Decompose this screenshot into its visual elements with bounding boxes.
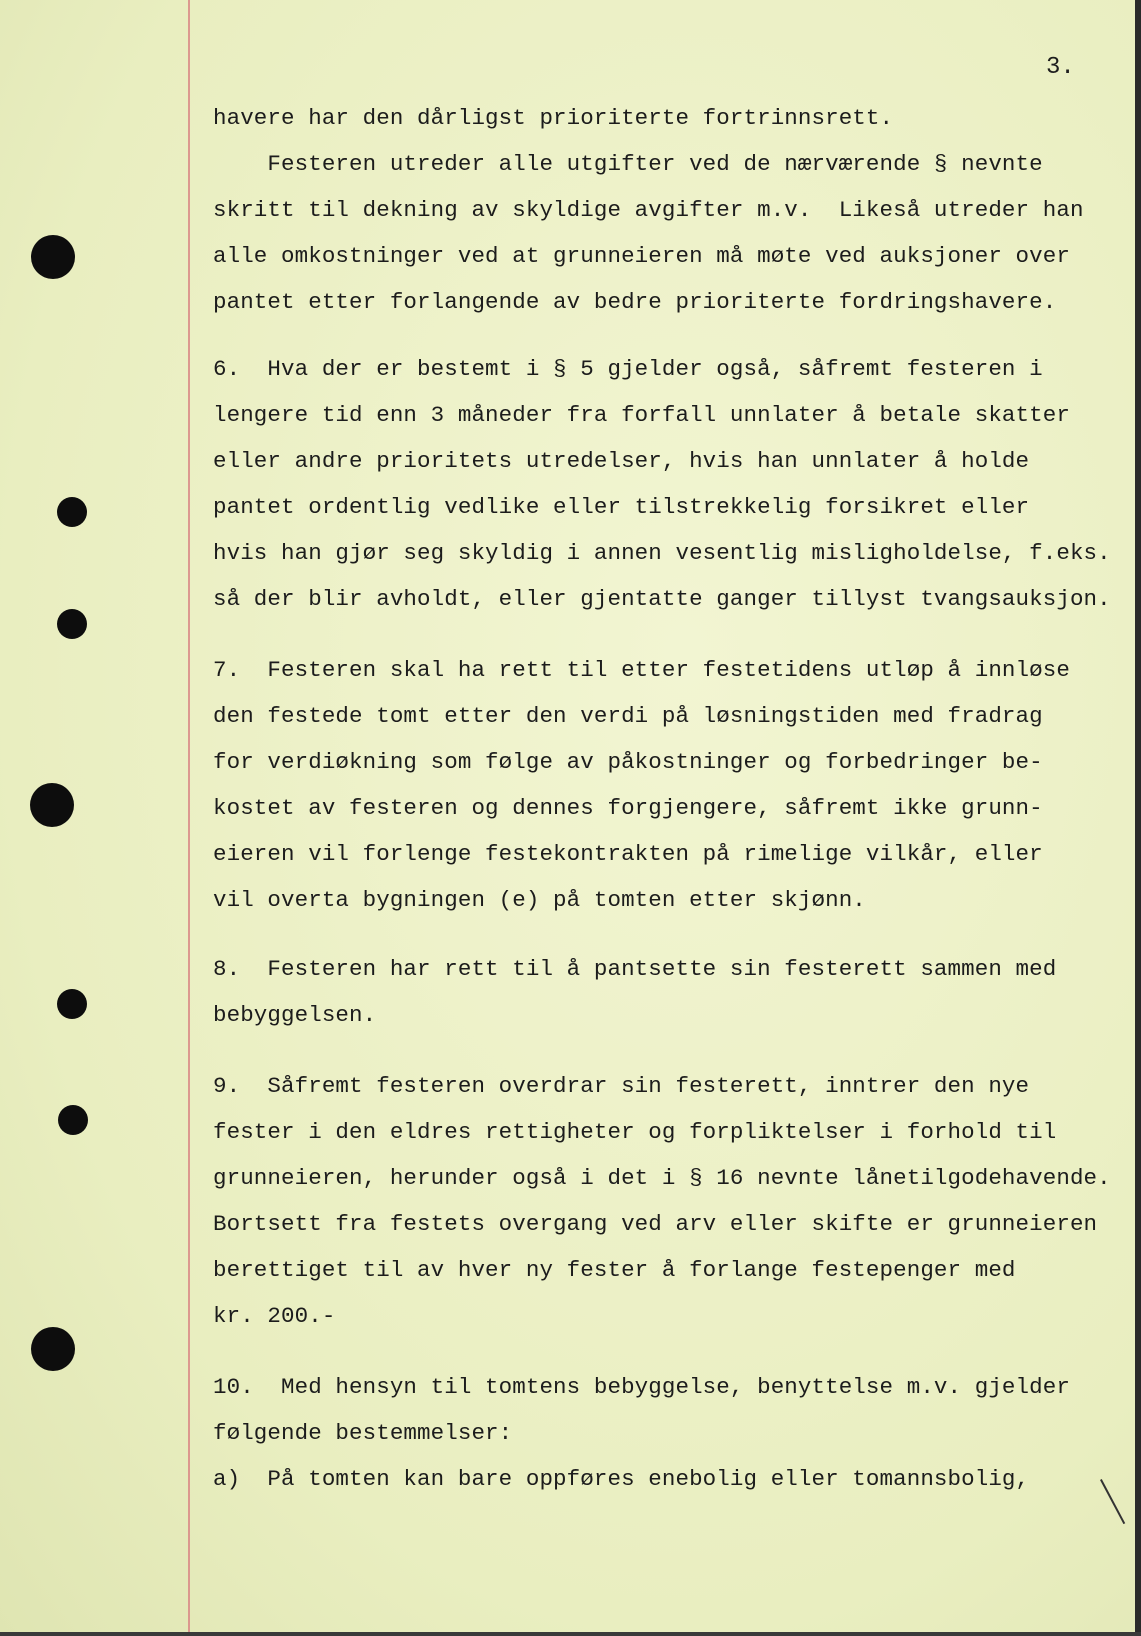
binder-hole-icon [57, 609, 87, 639]
scan-edge [1135, 0, 1141, 1636]
text-line: berettiget til av hver ny fester å forlange festepenger med [213, 1257, 1016, 1283]
text-line: så der blir avholdt, eller gjentatte ganger tillyst tvangsauksjon. [213, 586, 1111, 612]
text-line: pantet ordentlig vedlike eller tilstrekkelig forsikret eller [213, 494, 1030, 520]
text-line: 10. Med hensyn til tomtens bebyggelse, benyttelse m.v. gjelder [213, 1374, 1070, 1400]
text-line: Bortsett fra festets overgang ved arv eller skifte er grunneieren [213, 1211, 1098, 1237]
page-number: 3. [1046, 54, 1075, 81]
text-line: 8. Festeren har rett til å pantsette sin festerett sammen med [213, 956, 1057, 982]
pen-mark [1100, 1479, 1125, 1524]
binder-hole-icon [30, 783, 74, 827]
text-line: eieren vil forlenge festekontrakten på rimelige vilkår, eller [213, 841, 1043, 867]
text-line: alle omkostninger ved at grunneieren må møte ved auksjoner over [213, 243, 1070, 269]
text-line: vil overta bygningen (e) på tomten etter skjønn. [213, 887, 866, 913]
text-line: eller andre prioritets utredelser, hvis han unnlater å holde [213, 448, 1030, 474]
binder-hole-icon [57, 989, 87, 1019]
red-margin-line [188, 0, 190, 1636]
text-line: grunneieren, herunder også i det i § 16 nevnte lånetilgodehavende. [213, 1165, 1111, 1191]
binder-hole-icon [31, 1327, 75, 1371]
binder-hole-icon [31, 235, 75, 279]
text-line: a) På tomten kan bare oppføres enebolig eller tomannsbolig, [213, 1466, 1030, 1492]
binder-hole-icon [58, 1105, 88, 1135]
text-line: havere har den dårligst prioriterte fortrinnsrett. [213, 105, 894, 131]
text-line: hvis han gjør seg skyldig i annen vesentlig misligholdelse, f.eks. [213, 540, 1111, 566]
text-line: kostet av festeren og dennes forgjengere, såfremt ikke grunn- [213, 795, 1043, 821]
binder-hole-icon [57, 497, 87, 527]
text-line: fester i den eldres rettigheter og forpliktelser i forhold til [213, 1119, 1057, 1145]
text-line: følgende bestemmelser: [213, 1420, 513, 1446]
text-line: kr. 200.- [213, 1303, 336, 1329]
text-line: for verdiøkning som følge av påkostninger og forbedringer be- [213, 749, 1043, 775]
text-line: skritt til dekning av skyldige avgifter m.v. Likeså utreder han [213, 197, 1084, 223]
text-line: Festeren utreder alle utgifter ved de nærværende § nevnte [213, 151, 1043, 177]
text-line: pantet etter forlangende av bedre prioriterte fordringshavere. [213, 289, 1057, 315]
text-line: den festede tomt etter den verdi på løsningstiden med fradrag [213, 703, 1043, 729]
text-line: 9. Såfremt festeren overdrar sin festerett, inntrer den nye [213, 1073, 1030, 1099]
text-line: lengere tid enn 3 måneder fra forfall unnlater å betale skatter [213, 402, 1070, 428]
text-line: 6. Hva der er bestemt i § 5 gjelder også, såfremt festeren i [213, 356, 1043, 382]
scan-edge [0, 1632, 1141, 1636]
text-line: 7. Festeren skal ha rett til etter festetidens utløp å innløse [213, 657, 1070, 683]
text-line: bebyggelsen. [213, 1002, 377, 1028]
